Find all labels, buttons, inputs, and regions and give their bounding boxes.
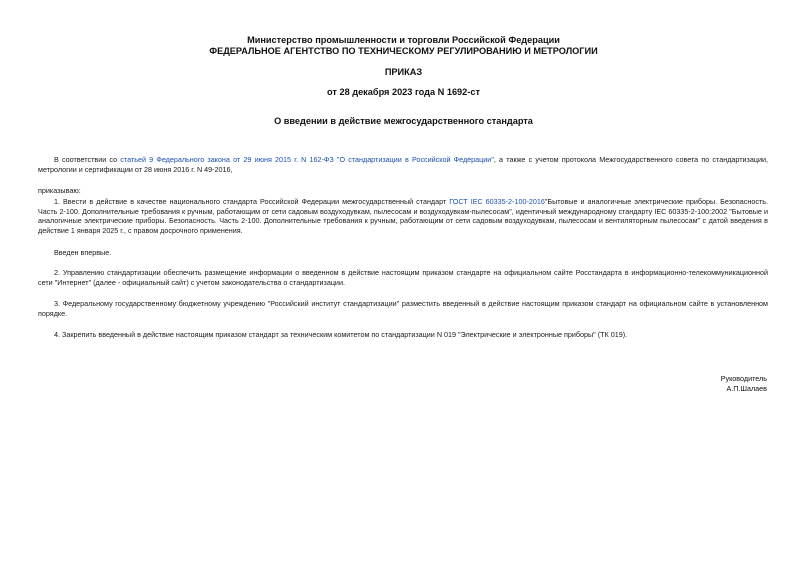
item1-prefix: 1. Ввести в действие в качестве национального стандарта Российской Федерации межгосударственный стандарт <box>54 197 450 206</box>
item1-suffix: "Бытовые и аналогичные электрические приборы. Безопасность. Часть 2-100. Дополнительные требования к ручным, работающим от сети садовым воздуходувкам, пылесосам и воздуходувкам-пылесосам", идентичный международному стандарту IEC 60335-2-100:2002 "Бытовые и аналогичные электрические приборы. Безопасность. Часть 2-100. Дополнительные требования к ручным, работающим от сети садовым воздуходувкам, пылесосам и вентиляторным пылесосам" с датой введения в действие 1 января 2025 г., с правом досрочного применения. <box>38 197 768 235</box>
federal-law-link[interactable]: статьей 9 Федерального закона от 29 июня 2015 г. N 162-ФЗ "О стандартизации в Российской Федерации" <box>120 155 494 164</box>
paragraph-item-4: 4. Закрепить введенный в действие настоящим приказом стандарт за техническим комитетом по стандартизации N 019 "Электрические и электронные приборы" (ТК 019). <box>54 330 628 339</box>
orders-line: приказываю: <box>38 186 81 195</box>
paragraph-item-3: 3. Федеральному государственному бюджетному учреждению "Российский институт стандартизации" разместить введенный в действие настоящим приказом стандарт на официальном сайте в установленном порядке. <box>38 299 768 318</box>
intro-first-line: Введен впервые. <box>54 248 112 257</box>
document-type: ПРИКАЗ <box>384 67 423 77</box>
standard-link[interactable]: ГОСТ IEC 60335-2-100-2016 <box>449 197 545 206</box>
signature-name: А.П.Шалаев <box>726 384 767 393</box>
preamble-prefix: В соответствии со <box>54 155 121 164</box>
paragraph-item-1 <box>38 197 768 235</box>
preamble-suffix: , а также с учетом протокола Межгосударственного совета по стандартизации, метрологии и сертификации от 28 июня 2016 г. N 49-2016, <box>38 155 768 174</box>
signature-title: Руководитель <box>720 374 767 383</box>
ministry-name: Министерство промышленности и торговли Российской Федерации <box>247 35 560 45</box>
document-date-number: от 28 декабря 2023 года N 1692-ст <box>327 87 480 97</box>
document-subject: О введении в действие межгосударственного стандарта <box>274 116 533 126</box>
paragraph-preamble <box>38 155 768 174</box>
agency-name: ФЕДЕРАЛЬНОЕ АГЕНТСТВО ПО ТЕХНИЧЕСКОМУ РЕГУЛИРОВАНИЮ И МЕТРОЛОГИИ <box>209 46 598 56</box>
paragraph-item-2: 2. Управлению стандартизации обеспечить размещение информации о введенном в действие настоящим приказом стандарте на официальном сайте Росстандарта в информационно-телекоммуникационной сети "Интернет" (далее - официальный сайт) с учетом законодательства о стандартизации. <box>38 268 768 287</box>
